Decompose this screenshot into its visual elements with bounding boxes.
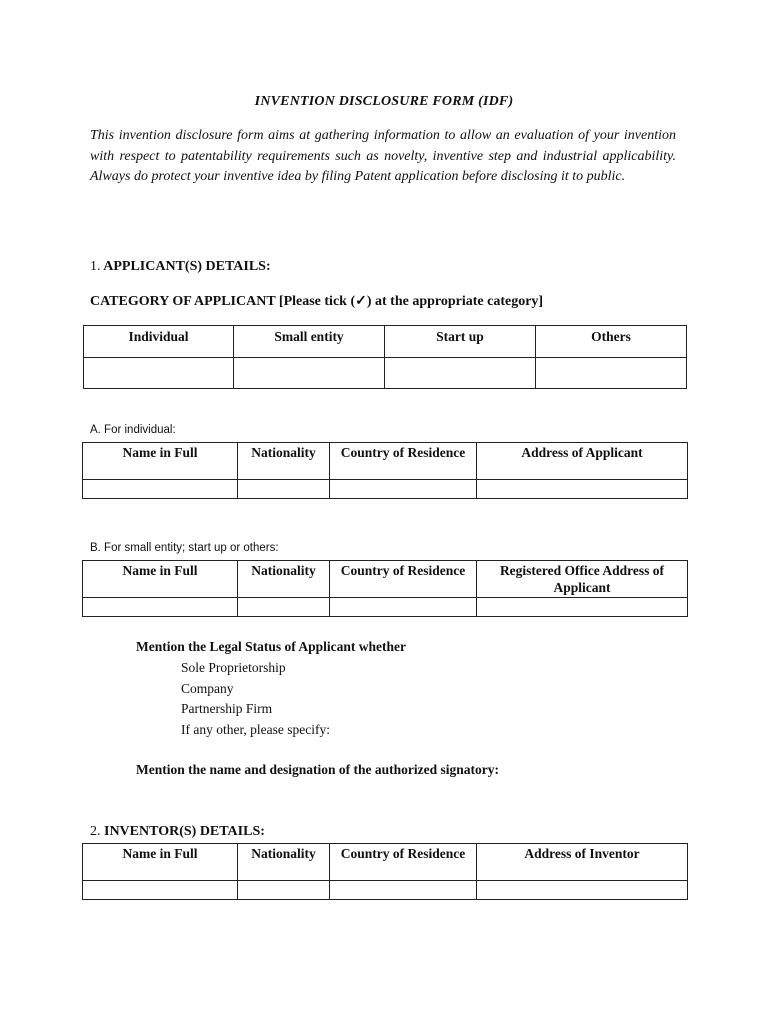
inventor-cell-address[interactable] — [477, 881, 688, 900]
legal-status-partnership-firm: Partnership Firm — [181, 701, 273, 716]
legal-status-other: If any other, please specify: — [181, 722, 331, 737]
legal-status-heading: Mention the Legal Status of Applicant whether — [136, 639, 406, 654]
category-header-individual: Individual — [84, 326, 234, 358]
category-header-small-entity: Small entity — [234, 326, 385, 358]
section-1-heading — [90, 259, 271, 275]
entity-cell-address[interactable] — [477, 598, 688, 617]
legal-status-company: Company — [181, 681, 234, 696]
signatory-heading: Mention the name and designation of the authorized signatory: — [136, 762, 500, 777]
inventor-header-name: Name in Full — [83, 844, 238, 881]
category-cell-individual[interactable] — [84, 358, 234, 389]
inventor-header-nationality: Nationality — [238, 844, 330, 881]
individual-cell-nationality[interactable] — [238, 480, 330, 499]
inventor-header-address: Address of Inventor — [477, 844, 688, 881]
inventor-cell-country[interactable] — [330, 881, 477, 900]
category-cell-start-up[interactable] — [385, 358, 536, 389]
section-1-title: APPLICANT(S) DETAILS: — [103, 259, 271, 274]
entity-table — [82, 560, 688, 617]
inventor-header-country: Country of Residence — [330, 844, 477, 881]
entity-label: B. For small entity; start up or others: — [90, 542, 279, 554]
legal-status-sole-proprietorship: Sole Proprietorship — [181, 660, 286, 675]
entity-header-name: Name in Full — [83, 561, 238, 598]
category-header-start-up: Start up — [385, 326, 536, 358]
entity-header-address: Registered Office Address of Applicant — [477, 561, 688, 598]
intro-paragraph: This invention disclosure form aims at gathering information to allow an evaluation of your invention with respect to patentability requirements such as novelty, inventive step and industrial applicability. Always do protect your inventive idea by filing Patent application before disclosing it to public. — [90, 128, 676, 184]
inventor-cell-nationality[interactable] — [238, 881, 330, 900]
entity-cell-nationality[interactable] — [238, 598, 330, 617]
category-cell-small-entity[interactable] — [234, 358, 385, 389]
category-table — [83, 325, 687, 389]
inventor-cell-name[interactable] — [83, 881, 238, 900]
entity-cell-country[interactable] — [330, 598, 477, 617]
entity-header-nationality: Nationality — [238, 561, 330, 598]
entity-header-country: Country of Residence — [330, 561, 477, 598]
individual-cell-name[interactable] — [83, 480, 238, 499]
category-header-others: Others — [536, 326, 687, 358]
individual-cell-country[interactable] — [330, 480, 477, 499]
form-title: INVENTION DISCLOSURE FORM (IDF) — [254, 94, 514, 109]
individual-header-nationality: Nationality — [238, 443, 330, 480]
section-2-title: INVENTOR(S) DETAILS: — [104, 824, 265, 839]
entity-cell-name[interactable] — [83, 598, 238, 617]
category-heading: CATEGORY OF APPLICANT [Please tick (✓) at the appropriate category] — [90, 294, 544, 309]
category-cell-others[interactable] — [536, 358, 687, 389]
individual-header-country: Country of Residence — [330, 443, 477, 480]
individual-table — [82, 442, 688, 499]
individual-header-address: Address of Applicant — [477, 443, 688, 480]
section-2-heading — [90, 824, 265, 840]
individual-cell-address[interactable] — [477, 480, 688, 499]
section-1-number: 1. — [90, 259, 101, 274]
individual-header-name: Name in Full — [83, 443, 238, 480]
section-2-number: 2. — [90, 824, 101, 839]
individual-label: A. For individual: — [90, 424, 176, 436]
inventor-table — [82, 843, 688, 900]
